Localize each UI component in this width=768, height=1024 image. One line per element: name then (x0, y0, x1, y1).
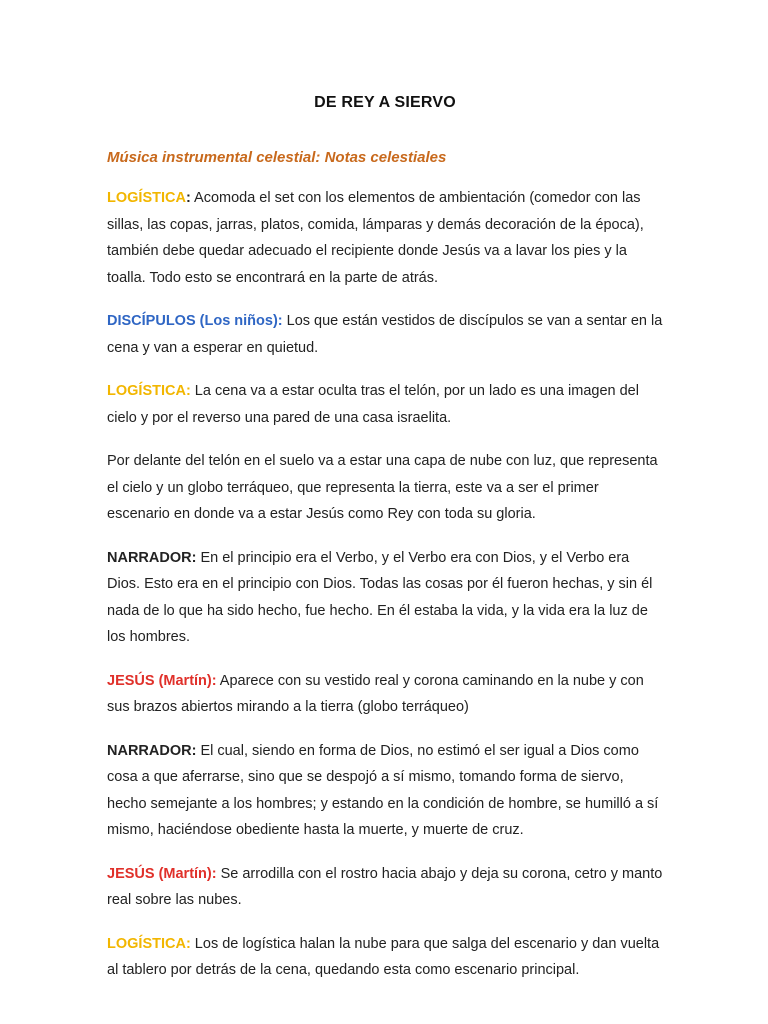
paragraph-text: Los de logística halan la nube para que salga del escenario y dan vuelta al tablero por detrás de la cena, quedando esta como escenario principal. (107, 935, 660, 978)
music-cue: Música instrumental celestial: Notas celestiales (107, 149, 447, 166)
speaker-label-logistica: LOGÍSTICA: (107, 935, 191, 952)
paragraph-text: Aparece con su vestido real y corona caminando en la nube y con sus brazos abiertos mirando a la tierra (globo terráqueo) (107, 672, 644, 715)
paragraph-logistica-2 (107, 378, 663, 431)
speaker-label-jesus: JESÚS (Martín): (107, 865, 217, 882)
paragraph-text: Acomoda el set con los elementos de ambientación (comedor con las sillas, las copas, jarras, platos, comida, lámparas y demás decoración de la época), también debe quedar adecuado el recipiente donde Jesús va a lavar los pies y la toalla. Todo esto se encontrará en la parte de atrás. (107, 190, 644, 286)
speaker-label-jesus: JESÚS (Martín): (107, 672, 217, 689)
paragraph-logistica-3 (107, 931, 663, 984)
paragraph-text: Se arrodilla con el rostro hacia abajo y deja su corona, cetro y manto real sobre las nubes. (107, 865, 663, 908)
speaker-label-logistica: LOGÍSTICA: (107, 383, 191, 399)
label-colon: : (185, 190, 191, 206)
paragraph-jesus-2 (107, 861, 663, 914)
paragraph-jesus-1 (107, 668, 663, 721)
paragraph-text: Por delante del telón en el suelo va a estar una capa de nube con luz, que representa el cielo y un globo terráqueo, que representa la tierra, este va a ser el primer escenario en donde va a estar Jesús como Rey con toda su gloria. (107, 453, 658, 522)
speaker-label-logistica: LOGÍSTICA (107, 190, 186, 206)
speaker-label-discipulos: DISCÍPULOS (Los niños): (107, 313, 283, 329)
document-title: DE REY A SIERVO (314, 94, 456, 111)
paragraph-discipulos (107, 308, 663, 361)
paragraph-text: La cena va a estar oculta tras el telón, por un lado es una imagen del cielo y por el reverso una pared de una casa israelita. (107, 383, 639, 426)
speaker-label-narrador: NARRADOR: (107, 742, 197, 759)
paragraph-text: El cual, siendo en forma de Dios, no estimó el ser igual a Dios como cosa a que aferrarse, sino que se despojó a sí mismo, tomando forma de siervo, hecho semejante a los hombres; y estando en la condición de hombre, se humilló a sí mismo, haciéndose obediente hasta la muerte, y muerte de cruz. (107, 742, 659, 838)
paragraph-narrador-1 (107, 545, 663, 651)
paragraph-logistica-1 (107, 185, 663, 291)
paragraph-text: Los que están vestidos de discípulos se van a sentar en la cena y van a esperar en quietud. (107, 313, 663, 356)
speaker-label-narrador: NARRADOR: (107, 549, 197, 566)
paragraph-text: En el principio era el Verbo, y el Verbo era con Dios, y el Verbo era Dios. Esto era en el principio con Dios. Todas las cosas por él fueron hechas, y sin él nada de lo que ha sido hecho, fue hecho. En él estaba la vida, y la vida era la luz de los hombres. (107, 549, 653, 645)
paragraph-narrador-2 (107, 738, 663, 844)
document-page (107, 0, 663, 984)
paragraph-stage-description (107, 448, 663, 528)
